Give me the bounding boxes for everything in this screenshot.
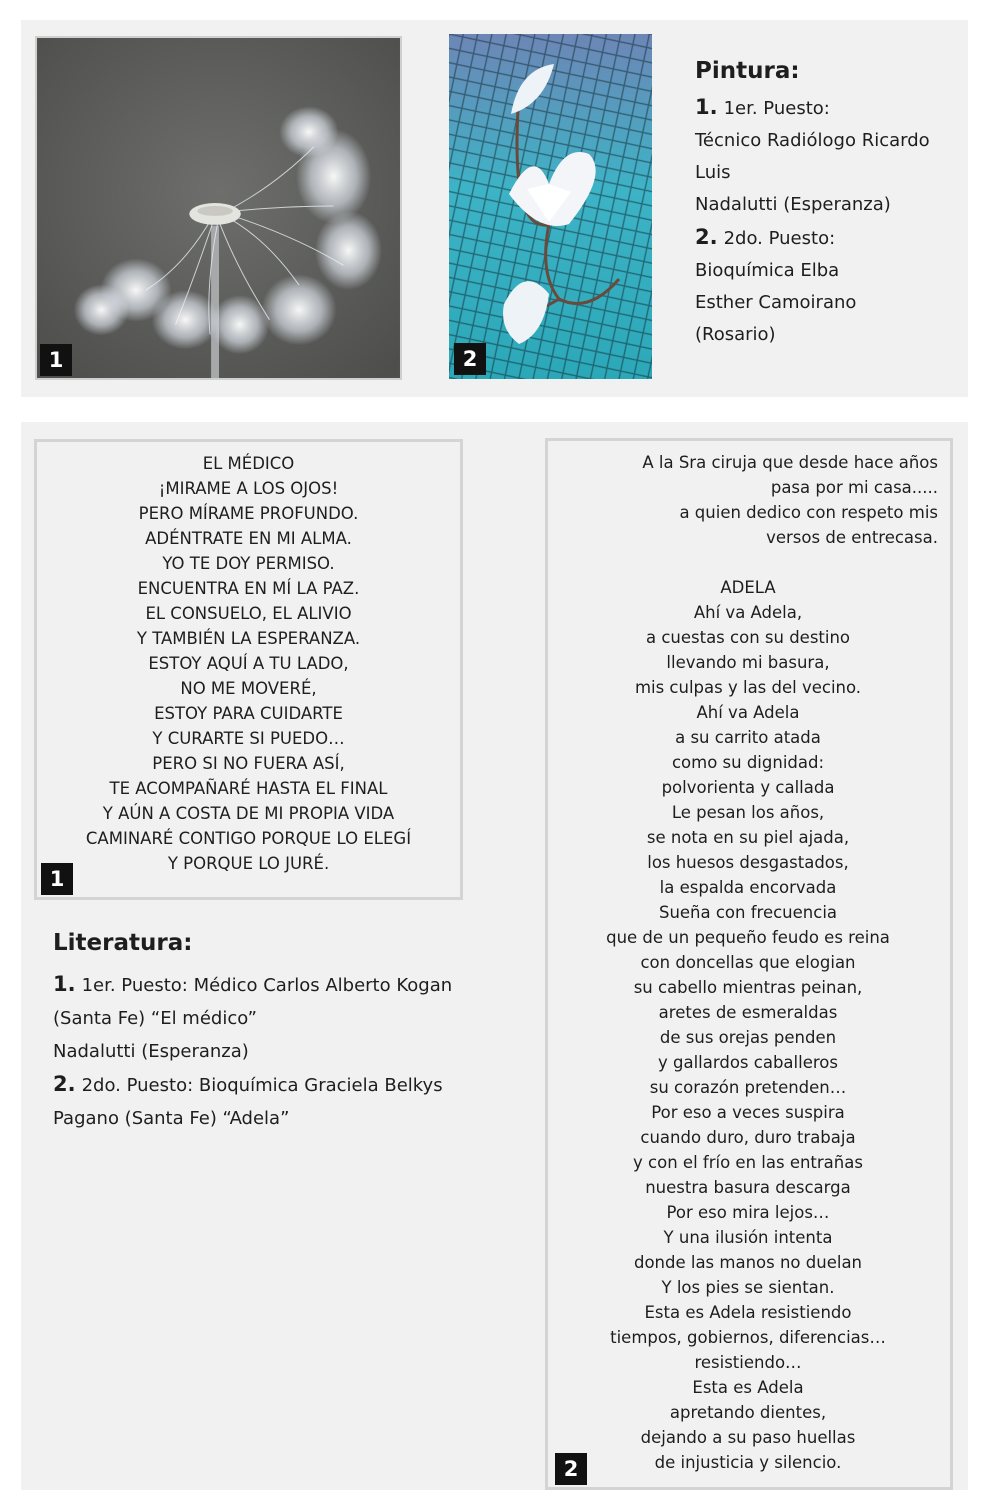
poem-line: su cabello mientras peinan, [633, 978, 863, 997]
poem-line: Y una ilusión intenta [663, 1228, 833, 1247]
poem-adela [548, 575, 948, 1475]
poem-line: resistiendo… [694, 1353, 802, 1372]
poem-line: Le pesan los años, [671, 803, 825, 822]
poem-line: EL CONSUELO, EL ALIVIO [145, 604, 352, 623]
poem-line: la espalda encorvada [659, 878, 837, 897]
poem-line: PERO SI NO FUERA ASÍ, [152, 754, 345, 773]
poem-line: cuando duro, duro trabaja [640, 1128, 856, 1147]
poem-line: Esta es Adela [692, 1378, 804, 1397]
poem-line: se nota en su piel ajada, [646, 828, 850, 847]
poem-line: ¡MIRAME A LOS OJOS! [158, 479, 339, 498]
poem-line: Y AÚN A COSTA DE MI PROPIA VIDA [102, 804, 395, 823]
poem-line: ESTOY PARA CUIDARTE [154, 704, 343, 723]
literature-first-line: 1er. Puesto: Médico Carlos Alberto Kogan [81, 975, 453, 996]
literature-first-line: (Santa Fe) “El médico” [53, 1008, 257, 1029]
poem-line: de sus orejas penden [659, 1028, 837, 1047]
poem-line: su corazón pretenden… [649, 1078, 847, 1097]
poem-line: tiempos, gobiernos, diferencias… [610, 1328, 886, 1347]
painting-first-winner-line: Nadalutti (Esperanza) [695, 194, 891, 215]
poem-line: TE ACOMPAÑARÉ HASTA EL FINAL [109, 779, 388, 798]
poem-el-medico-box [34, 439, 463, 900]
poem-line: Por eso a veces suspira [651, 1103, 845, 1122]
poem-el-medico [37, 451, 460, 876]
artwork-1-number-badge: 1 [40, 344, 72, 376]
poem-line: aretes de esmeraldas [658, 1003, 838, 1022]
poem-line: con doncellas que elogian [640, 953, 856, 972]
poem-line: donde las manos no duelan [633, 1253, 863, 1272]
literature-second-rank: 2. [53, 1072, 76, 1096]
painting-second-winner-line: Bioquímica Elba [695, 260, 840, 281]
poem-line: a su carrito atada [675, 728, 821, 747]
poem-line: Esta es Adela resistiendo [644, 1303, 852, 1322]
painting-second-place-label: 2do. Puesto: [723, 228, 836, 249]
painting-first-place [695, 91, 965, 125]
poem-line: NO ME MOVERÉ, [180, 679, 317, 698]
dedication-line: A la Sra ciruja que desde hace años [642, 453, 938, 472]
poem-adela-box [545, 438, 953, 1490]
poem-line: de injusticia y silencio. [654, 1453, 842, 1472]
literature-second-place [53, 1068, 493, 1102]
poem-line: llevando mi basura, [666, 653, 830, 672]
dedication-line: pasa por mi casa..... [770, 478, 938, 497]
poem-line: nuestra basura descarga [645, 1178, 851, 1197]
painting-first-place-label: 1er. Puesto: [723, 98, 830, 119]
poem-line: YO TE DOY PERMISO. [162, 554, 335, 573]
poem-line: mis culpas y las del vecino. [634, 678, 862, 697]
literature-heading: Literatura: [53, 930, 193, 956]
poem-line: ADÉNTRATE EN MI ALMA. [145, 529, 352, 548]
painting-second-rank: 2. [695, 225, 718, 249]
dandelion-illustration [37, 38, 400, 378]
literature-second-line: 2do. Puesto: Bioquímica Graciela Belkys [81, 1075, 443, 1096]
painting-first-winner-line: Técnico Radiólogo Ricardo [695, 130, 930, 151]
poem-line: Sueña con frecuencia [658, 903, 838, 922]
painting-second-winner-line: (Rosario) [695, 324, 776, 345]
painting-heading: Pintura: [695, 58, 800, 84]
poem-line: PERO MÍRAME PROFUNDO. [138, 504, 359, 523]
poem-line: y con el frío en las entrañas [633, 1153, 863, 1172]
dedication-line: versos de entrecasa. [766, 528, 938, 547]
painting-awards [695, 58, 965, 351]
poem-adela-dedication [642, 450, 938, 550]
literature-first-place [53, 968, 493, 1002]
artwork-2-number-badge: 2 [454, 343, 486, 375]
poem-line: dejando a su paso huellas [640, 1428, 856, 1447]
painting-second-winner-line: Esther Camoirano [695, 292, 857, 313]
poem-line: Y PORQUE LO JURÉ. [167, 854, 330, 873]
poem-line: y gallardos caballeros [658, 1053, 838, 1072]
mosaic-illustration [449, 34, 652, 379]
dandelion-painting-image [35, 36, 402, 380]
poem-line: CAMINARÉ CONTIGO PORQUE LO ELEGÍ [85, 829, 412, 848]
poem-1-number-badge: 1 [41, 863, 73, 895]
poem-line: los huesos desgastados, [647, 853, 849, 872]
literature-second-line: Pagano (Santa Fe) “Adela” [53, 1108, 290, 1129]
poem-line: Ahí va Adela, [693, 603, 803, 622]
painting-first-rank: 1. [695, 95, 718, 119]
literature-first-rank: 1. [53, 972, 76, 996]
poem-line: Ahí va Adela [696, 703, 800, 722]
literature-first-line: Nadalutti (Esperanza) [53, 1041, 249, 1062]
dedication-line: a quien dedico con respeto mis [679, 503, 938, 522]
poem-line: Y TAMBIÉN LA ESPERANZA. [136, 629, 361, 648]
poem-line: que de un pequeño feudo es reina [606, 928, 890, 947]
poem-line: EL MÉDICO [202, 454, 295, 473]
poem-line: a cuestas con su destino [645, 628, 851, 647]
poem-line: ADELA [720, 578, 776, 597]
poem-line: como su dignidad: [671, 753, 825, 772]
poem-line: Por eso mira lejos… [666, 1203, 830, 1222]
poem-line: Y CURARTE SI PUEDO… [152, 729, 345, 748]
poem-line: ESTOY AQUÍ A TU LADO, [148, 654, 349, 673]
flower-mosaic-image [449, 34, 652, 379]
painting-second-place [695, 221, 965, 255]
poem-line: ENCUENTRA EN MÍ LA PAZ. [137, 579, 360, 598]
painting-first-winner-line: Luis [695, 162, 731, 183]
poem-line: apretando dientes, [669, 1403, 827, 1422]
literature-awards [53, 930, 493, 1135]
poem-line: Y los pies se sientan. [661, 1278, 835, 1297]
poem-2-number-badge: 2 [555, 1453, 587, 1485]
poem-line: polvorienta y callada [661, 778, 835, 797]
